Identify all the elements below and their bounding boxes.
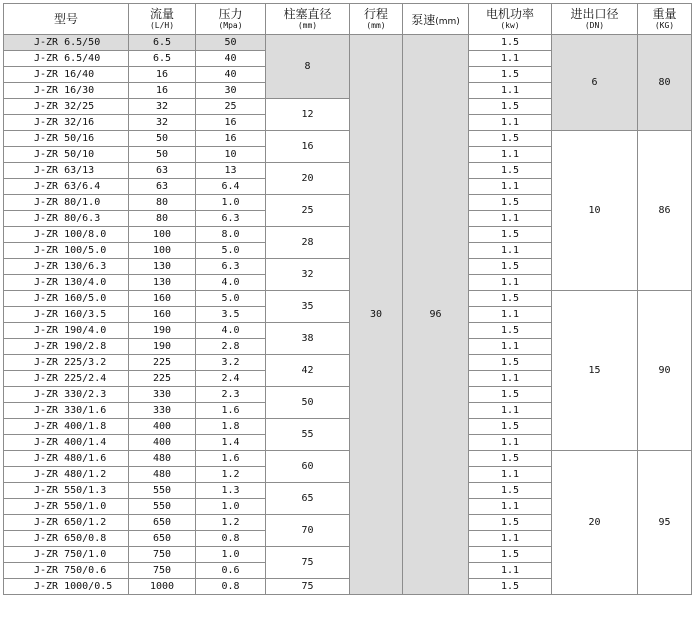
plunger-diameter-cell: 38 [266, 323, 350, 355]
motor-power-cell: 1.1 [469, 403, 552, 419]
flow-cell: 6.5 [129, 35, 196, 51]
plunger-diameter-cell: 75 [266, 547, 350, 579]
pressure-cell: 1.0 [196, 195, 266, 211]
flow-cell: 80 [129, 195, 196, 211]
model-cell: J-ZR 16/40 [4, 67, 129, 83]
model-cell: J-ZR 400/1.8 [4, 419, 129, 435]
motor-power-cell: 1.5 [469, 291, 552, 307]
pressure-cell: 8.0 [196, 227, 266, 243]
pressure-cell: 1.3 [196, 483, 266, 499]
model-cell: J-ZR 480/1.6 [4, 451, 129, 467]
stroke-cell: 30 [350, 35, 403, 595]
port-diameter-cell: 20 [552, 451, 638, 595]
flow-cell: 130 [129, 275, 196, 291]
flow-cell: 32 [129, 99, 196, 115]
model-cell: J-ZR 330/2.3 [4, 387, 129, 403]
motor-power-cell: 1.5 [469, 387, 552, 403]
pressure-cell: 6.4 [196, 179, 266, 195]
flow-cell: 63 [129, 179, 196, 195]
motor-power-cell: 1.5 [469, 67, 552, 83]
flow-cell: 750 [129, 563, 196, 579]
model-cell: J-ZR 1000/0.5 [4, 579, 129, 595]
pressure-cell: 1.6 [196, 403, 266, 419]
flow-cell: 550 [129, 499, 196, 515]
header-row [4, 4, 692, 35]
flow-cell: 63 [129, 163, 196, 179]
pressure-cell: 2.4 [196, 371, 266, 387]
motor-power-cell: 1.5 [469, 323, 552, 339]
header-model: 型号 [4, 4, 129, 35]
motor-power-cell: 1.1 [469, 83, 552, 99]
motor-power-cell: 1.5 [469, 35, 552, 51]
model-cell: J-ZR 650/0.8 [4, 531, 129, 547]
model-cell: J-ZR 330/1.6 [4, 403, 129, 419]
model-cell: J-ZR 80/6.3 [4, 211, 129, 227]
flow-cell: 225 [129, 371, 196, 387]
motor-power-cell: 1.1 [469, 147, 552, 163]
motor-power-cell: 1.1 [469, 243, 552, 259]
pressure-cell: 2.3 [196, 387, 266, 403]
flow-cell: 650 [129, 531, 196, 547]
plunger-diameter-cell: 42 [266, 355, 350, 387]
plunger-diameter-cell: 50 [266, 387, 350, 419]
motor-power-cell: 1.1 [469, 563, 552, 579]
motor-power-cell: 1.1 [469, 339, 552, 355]
model-cell: J-ZR 190/2.8 [4, 339, 129, 355]
pressure-cell: 25 [196, 99, 266, 115]
flow-cell: 130 [129, 259, 196, 275]
model-cell: J-ZR 750/1.0 [4, 547, 129, 563]
motor-power-cell: 1.5 [469, 547, 552, 563]
flow-cell: 100 [129, 243, 196, 259]
port-diameter-cell: 10 [552, 131, 638, 291]
model-cell: J-ZR 550/1.3 [4, 483, 129, 499]
port-diameter-cell: 15 [552, 291, 638, 451]
model-cell: J-ZR 100/8.0 [4, 227, 129, 243]
weight-cell: 86 [638, 131, 692, 291]
pump-speed-cell: 96 [403, 35, 469, 595]
pressure-cell: 1.0 [196, 499, 266, 515]
plunger-diameter-cell: 12 [266, 99, 350, 131]
flow-cell: 1000 [129, 579, 196, 595]
motor-power-cell: 1.1 [469, 499, 552, 515]
model-cell: J-ZR 50/16 [4, 131, 129, 147]
pressure-cell: 4.0 [196, 275, 266, 291]
pressure-cell: 3.2 [196, 355, 266, 371]
pressure-cell: 6.3 [196, 259, 266, 275]
plunger-diameter-cell: 28 [266, 227, 350, 259]
plunger-diameter-cell: 35 [266, 291, 350, 323]
motor-power-cell: 1.5 [469, 579, 552, 595]
pressure-cell: 0.6 [196, 563, 266, 579]
model-cell: J-ZR 6.5/40 [4, 51, 129, 67]
pressure-cell: 1.0 [196, 547, 266, 563]
motor-power-cell: 1.5 [469, 99, 552, 115]
pressure-cell: 30 [196, 83, 266, 99]
motor-power-cell: 1.5 [469, 131, 552, 147]
plunger-diameter-cell: 25 [266, 195, 350, 227]
pressure-cell: 5.0 [196, 291, 266, 307]
pressure-cell: 1.8 [196, 419, 266, 435]
pump-spec-table [3, 3, 692, 595]
motor-power-cell: 1.5 [469, 355, 552, 371]
flow-cell: 32 [129, 115, 196, 131]
motor-power-cell: 1.5 [469, 163, 552, 179]
flow-cell: 400 [129, 435, 196, 451]
flow-cell: 650 [129, 515, 196, 531]
plunger-diameter-cell: 70 [266, 515, 350, 547]
header-weight: 重量 (KG) [638, 4, 692, 35]
table-row [4, 35, 692, 51]
flow-cell: 50 [129, 131, 196, 147]
flow-cell: 480 [129, 451, 196, 467]
flow-cell: 480 [129, 467, 196, 483]
port-diameter-cell: 6 [552, 35, 638, 131]
pressure-cell: 3.5 [196, 307, 266, 323]
plunger-diameter-cell: 20 [266, 163, 350, 195]
pressure-cell: 0.8 [196, 579, 266, 595]
header-port-diameter: 进出口径 (DN) [552, 4, 638, 35]
motor-power-cell: 1.5 [469, 259, 552, 275]
motor-power-cell: 1.1 [469, 307, 552, 323]
model-cell: J-ZR 650/1.2 [4, 515, 129, 531]
pressure-cell: 6.3 [196, 211, 266, 227]
plunger-diameter-cell: 8 [266, 35, 350, 99]
motor-power-cell: 1.5 [469, 483, 552, 499]
table-row [4, 291, 692, 307]
spec-table-body [4, 35, 692, 595]
flow-cell: 550 [129, 483, 196, 499]
flow-cell: 16 [129, 67, 196, 83]
model-cell: J-ZR 480/1.2 [4, 467, 129, 483]
flow-cell: 50 [129, 147, 196, 163]
header-plunger-diameter: 柱塞直径 (mm) [266, 4, 350, 35]
plunger-diameter-cell: 32 [266, 259, 350, 291]
plunger-diameter-cell: 60 [266, 451, 350, 483]
table-row [4, 451, 692, 467]
motor-power-cell: 1.1 [469, 275, 552, 291]
model-cell: J-ZR 160/3.5 [4, 307, 129, 323]
motor-power-cell: 1.1 [469, 179, 552, 195]
model-cell: J-ZR 550/1.0 [4, 499, 129, 515]
pressure-cell: 1.2 [196, 467, 266, 483]
motor-power-cell: 1.5 [469, 419, 552, 435]
plunger-diameter-cell: 65 [266, 483, 350, 515]
pressure-cell: 1.4 [196, 435, 266, 451]
model-cell: J-ZR 190/4.0 [4, 323, 129, 339]
pressure-cell: 1.6 [196, 451, 266, 467]
weight-cell: 90 [638, 291, 692, 451]
motor-power-cell: 1.5 [469, 227, 552, 243]
model-cell: J-ZR 160/5.0 [4, 291, 129, 307]
model-cell: J-ZR 32/25 [4, 99, 129, 115]
motor-power-cell: 1.1 [469, 467, 552, 483]
flow-cell: 400 [129, 419, 196, 435]
motor-power-cell: 1.5 [469, 515, 552, 531]
plunger-diameter-cell: 75 [266, 579, 350, 595]
flow-cell: 330 [129, 403, 196, 419]
flow-cell: 160 [129, 291, 196, 307]
flow-cell: 190 [129, 339, 196, 355]
model-cell: J-ZR 225/2.4 [4, 371, 129, 387]
motor-power-cell: 1.1 [469, 51, 552, 67]
motor-power-cell: 1.5 [469, 451, 552, 467]
model-cell: J-ZR 130/4.0 [4, 275, 129, 291]
flow-cell: 100 [129, 227, 196, 243]
pressure-cell: 50 [196, 35, 266, 51]
model-cell: J-ZR 225/3.2 [4, 355, 129, 371]
pressure-cell: 1.2 [196, 515, 266, 531]
weight-cell: 80 [638, 35, 692, 131]
header-motor-power: 电机功率 (kw) [469, 4, 552, 35]
pressure-cell: 40 [196, 67, 266, 83]
motor-power-cell: 1.1 [469, 371, 552, 387]
model-cell: J-ZR 16/30 [4, 83, 129, 99]
model-cell: J-ZR 80/1.0 [4, 195, 129, 211]
model-cell: J-ZR 6.5/50 [4, 35, 129, 51]
motor-power-cell: 1.1 [469, 531, 552, 547]
pressure-cell: 5.0 [196, 243, 266, 259]
pressure-cell: 4.0 [196, 323, 266, 339]
model-cell: J-ZR 130/6.3 [4, 259, 129, 275]
model-cell: J-ZR 400/1.4 [4, 435, 129, 451]
pressure-cell: 40 [196, 51, 266, 67]
motor-power-cell: 1.1 [469, 211, 552, 227]
pressure-cell: 16 [196, 115, 266, 131]
header-stroke: 行程 (mm) [350, 4, 403, 35]
header-pressure: 压力 (Mpa) [196, 4, 266, 35]
model-cell: J-ZR 63/13 [4, 163, 129, 179]
motor-power-cell: 1.1 [469, 435, 552, 451]
weight-cell: 95 [638, 451, 692, 595]
flow-cell: 190 [129, 323, 196, 339]
motor-power-cell: 1.5 [469, 195, 552, 211]
flow-cell: 6.5 [129, 51, 196, 67]
pressure-cell: 16 [196, 131, 266, 147]
flow-cell: 750 [129, 547, 196, 563]
flow-cell: 225 [129, 355, 196, 371]
flow-cell: 16 [129, 83, 196, 99]
model-cell: J-ZR 100/5.0 [4, 243, 129, 259]
flow-cell: 80 [129, 211, 196, 227]
plunger-diameter-cell: 16 [266, 131, 350, 163]
plunger-diameter-cell: 55 [266, 419, 350, 451]
model-cell: J-ZR 63/6.4 [4, 179, 129, 195]
model-cell: J-ZR 50/10 [4, 147, 129, 163]
table-row [4, 131, 692, 147]
header-pump-speed: 泵速(mm) [403, 4, 469, 35]
flow-cell: 330 [129, 387, 196, 403]
model-cell: J-ZR 750/0.6 [4, 563, 129, 579]
pressure-cell: 0.8 [196, 531, 266, 547]
pressure-cell: 10 [196, 147, 266, 163]
model-cell: J-ZR 32/16 [4, 115, 129, 131]
pressure-cell: 2.8 [196, 339, 266, 355]
flow-cell: 160 [129, 307, 196, 323]
header-flow: 流量 (L/H) [129, 4, 196, 35]
motor-power-cell: 1.1 [469, 115, 552, 131]
pressure-cell: 13 [196, 163, 266, 179]
